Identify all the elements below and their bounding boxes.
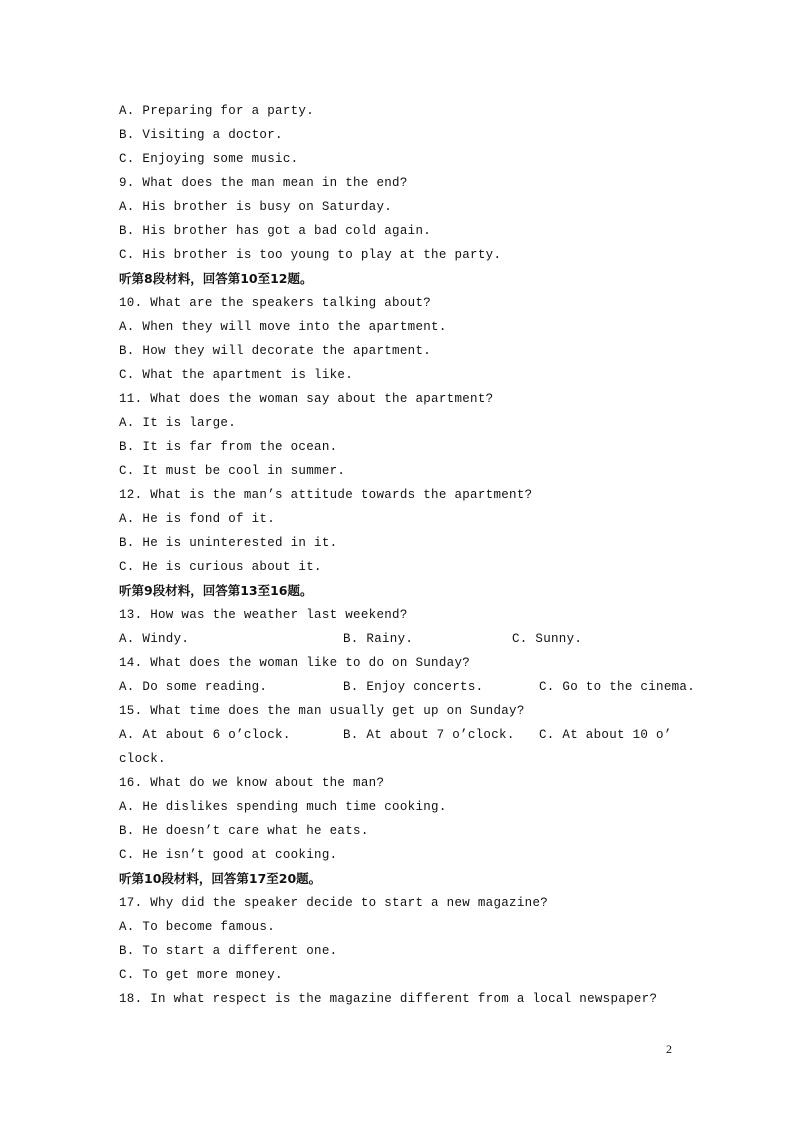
- q11-option-a: A. It is large.: [119, 416, 237, 430]
- q13-question: 13. How was the weather last weekend?: [119, 608, 408, 622]
- section-heading-10: 听第10段材料，回答第17至20题。: [119, 871, 322, 886]
- q9-option-b: B. His brother has got a bad cold again.: [119, 224, 432, 238]
- q15-option-c: C. At about 10 o’: [539, 728, 672, 742]
- q11-question: 11. What does the woman say about the apartment?: [119, 392, 494, 406]
- q13-option-b: B. Rainy.: [343, 632, 414, 646]
- q13-option-c: C. Sunny.: [512, 632, 583, 646]
- q14-option-b: B. Enjoy concerts.: [343, 680, 484, 694]
- q9-option-c: C. His brother is too young to play at the party.: [119, 248, 502, 262]
- q10-option-a: A. When they will move into the apartment.: [119, 320, 447, 334]
- q17-question: 17. Why did the speaker decide to start a new magazine?: [119, 896, 549, 910]
- q8-option-a: A. Preparing for a party.: [119, 104, 315, 118]
- q11-option-b: B. It is far from the ocean.: [119, 440, 338, 454]
- q11-option-c: C. It must be cool in summer.: [119, 464, 346, 478]
- q16-option-a: A. He dislikes spending much time cooking.: [119, 800, 447, 814]
- q12-question: 12. What is the man’s attitude towards the apartment?: [119, 488, 533, 502]
- q13-option-a: A. Windy.: [119, 632, 190, 646]
- q8-option-b: B. Visiting a doctor.: [119, 128, 283, 142]
- q15-question: 15. What time does the man usually get up on Sunday?: [119, 704, 525, 718]
- q15-option-a: A. At about 6 o’clock.: [119, 728, 291, 742]
- q12-option-a: A. He is fond of it.: [119, 512, 276, 526]
- q18-question: 18. In what respect is the magazine different from a local newspaper?: [119, 992, 658, 1006]
- q10-option-b: B. How they will decorate the apartment.: [119, 344, 432, 358]
- q14-question: 14. What does the woman like to do on Sunday?: [119, 656, 471, 670]
- q9-question: 9. What does the man mean in the end?: [119, 176, 408, 190]
- q14-option-c: C. Go to the cinema.: [539, 680, 696, 694]
- q17-option-c: C. To get more money.: [119, 968, 283, 982]
- q16-option-b: B. He doesn’t care what he eats.: [119, 824, 369, 838]
- q15-option-c-continued: clock.: [119, 752, 166, 766]
- q12-option-b: B. He is uninterested in it.: [119, 536, 338, 550]
- q15-option-b: B. At about 7 o’clock.: [343, 728, 515, 742]
- q16-option-c: C. He isn’t good at cooking.: [119, 848, 338, 862]
- page-number: 2: [666, 1042, 672, 1056]
- q10-question: 10. What are the speakers talking about?: [119, 296, 432, 310]
- q17-option-a: A. To become famous.: [119, 920, 276, 934]
- section-heading-9: 听第9段材料，回答第13至16题。: [119, 583, 313, 598]
- q9-option-a: A. His brother is busy on Saturday.: [119, 200, 393, 214]
- q12-option-c: C. He is curious about it.: [119, 560, 322, 574]
- q14-option-a: A. Do some reading.: [119, 680, 268, 694]
- q16-question: 16. What do we know about the man?: [119, 776, 385, 790]
- q10-option-c: C. What the apartment is like.: [119, 368, 354, 382]
- q17-option-b: B. To start a different one.: [119, 944, 338, 958]
- section-heading-8: 听第8段材料，回答第10至12题。: [119, 271, 313, 286]
- q8-option-c: C. Enjoying some music.: [119, 152, 299, 166]
